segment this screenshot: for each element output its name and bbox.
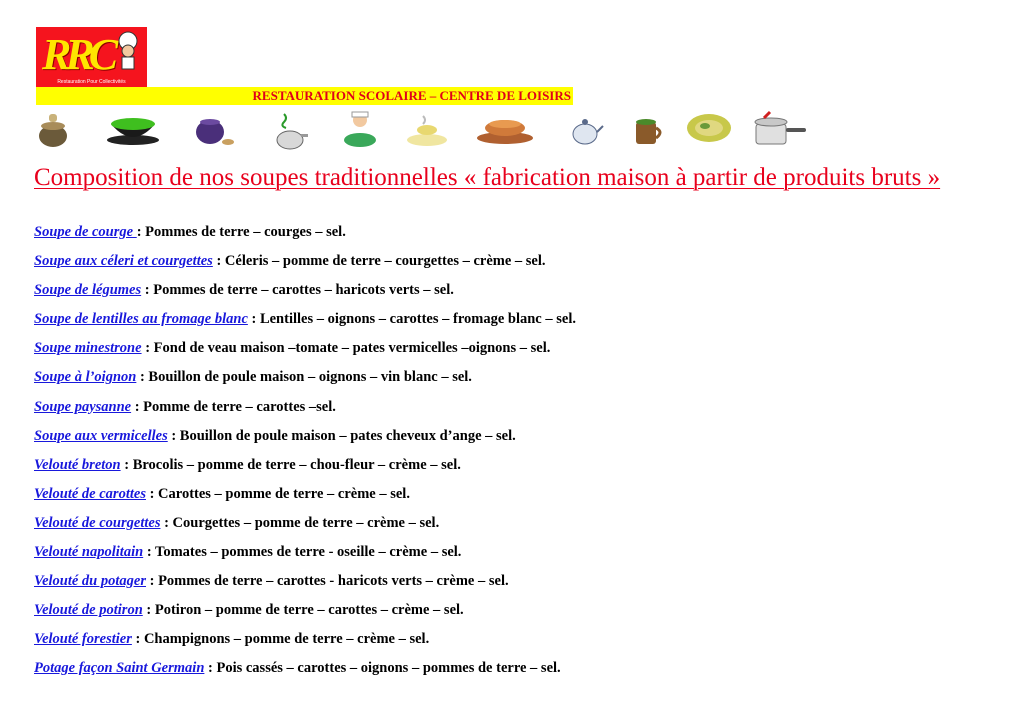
list-item bbox=[34, 657, 576, 686]
soup-ingredients: : Pois cassés – carottes – oignons – pommes de terre – sel. bbox=[204, 660, 561, 677]
soup-ingredients: : Bouillon de poule maison – pates cheveux d’ange – sel. bbox=[167, 427, 516, 444]
teapot-icon bbox=[568, 110, 604, 150]
list-item bbox=[34, 454, 576, 483]
soup-link[interactable]: Soupe aux céleri et courgettes bbox=[34, 253, 213, 270]
soup-ingredients: : Potiron – pomme de terre – carottes – crème – sel. bbox=[142, 602, 464, 619]
soup-link[interactable]: Velouté du potager bbox=[34, 573, 146, 590]
soup-link[interactable]: Velouté forestier bbox=[34, 631, 132, 648]
soup-link[interactable]: Soupe aux vermicelles bbox=[34, 427, 168, 444]
list-item bbox=[34, 425, 576, 454]
list-item bbox=[34, 483, 576, 512]
list-item bbox=[34, 366, 576, 395]
soup-ingredients: : Courgettes – pomme de terre – crème – sel. bbox=[160, 514, 440, 531]
list-item bbox=[34, 221, 576, 250]
logo-tagline: Restauration Pour Collectivités bbox=[57, 79, 126, 85]
soup-link[interactable]: Soupe à l’oignon bbox=[34, 369, 137, 386]
plate-icon bbox=[685, 110, 733, 146]
page-title: Composition de nos soupes traditionnelles « fabrication maison à partir de produits bruts » bbox=[34, 164, 941, 191]
soup-link[interactable]: Soupe paysanne bbox=[34, 398, 132, 415]
cooking-pot-icon bbox=[35, 110, 71, 150]
logo-letters: RRC bbox=[42, 30, 113, 79]
soup-ingredients: : Pommes de terre – carottes - haricots verts – crème – sel. bbox=[145, 573, 509, 590]
soup-ingredients: : Brocolis – pomme de terre – chou-fleur – crème – sel. bbox=[120, 456, 461, 473]
soup-ingredients: : Lentilles – oignons – carottes – fromage blanc – sel. bbox=[247, 311, 576, 328]
list-item bbox=[34, 396, 576, 425]
soup-link[interactable]: Velouté de courgettes bbox=[34, 514, 161, 531]
soup-ingredients: : Fond de veau maison –tomate – pates vermicelles –oignons – sel. bbox=[141, 340, 551, 357]
list-item bbox=[34, 512, 576, 541]
soup-ingredients: : Tomates – pommes de terre - oseille – crème – sel. bbox=[143, 544, 462, 561]
soup-link[interactable]: Soupe de légumes bbox=[34, 282, 142, 299]
soup-ingredients: : Carottes – pomme de terre – crème – sel. bbox=[145, 485, 410, 502]
list-item bbox=[34, 628, 576, 657]
mug-icon bbox=[630, 110, 666, 150]
soup-link[interactable]: Potage façon Saint Germain bbox=[34, 660, 205, 677]
list-item bbox=[34, 279, 576, 308]
soup-ingredients: : Champignons – pomme de terre – crème – sel. bbox=[131, 631, 430, 648]
list-item bbox=[34, 337, 576, 366]
list-item bbox=[34, 541, 576, 570]
soup-link[interactable]: Velouté de potiron bbox=[34, 602, 143, 619]
company-logo bbox=[36, 27, 147, 87]
soup-link[interactable]: Soupe minestrone bbox=[34, 340, 142, 357]
tureen-icon bbox=[475, 110, 535, 148]
chef-mascot-icon bbox=[113, 31, 143, 73]
soup-link[interactable]: Soupe de lentilles au fromage blanc bbox=[34, 311, 248, 328]
list-item bbox=[34, 308, 576, 337]
soup-ingredients: : Pomme de terre – carottes –sel. bbox=[131, 398, 336, 415]
soup-ingredients: : Pommes de terre – courges – sel. bbox=[136, 224, 346, 240]
list-item bbox=[34, 250, 576, 279]
decorative-icon-row bbox=[30, 110, 810, 158]
soup-bowl-icon bbox=[105, 110, 161, 146]
soup-link[interactable]: Velouté de carottes bbox=[34, 485, 146, 502]
soup-link[interactable]: Soupe de courge bbox=[34, 224, 137, 240]
soup-ingredients: : Céleris – pomme de terre – courgettes – crème – sel. bbox=[212, 253, 546, 270]
soup-ingredients: : Bouillon de poule maison – oignons – vin blanc – sel. bbox=[136, 369, 472, 386]
list-item bbox=[34, 570, 576, 599]
soup-list bbox=[34, 221, 576, 687]
soup-ingredients: : Pommes de terre – carottes – haricots verts – sel. bbox=[141, 282, 454, 299]
soup-plate-icon bbox=[405, 110, 449, 150]
soup-link[interactable]: Velouté breton bbox=[34, 456, 121, 473]
section-banner: RESTAURATION SCOLAIRE – CENTRE DE LOISIRS bbox=[36, 87, 573, 105]
soup-link[interactable]: Velouté napolitain bbox=[34, 544, 144, 561]
steaming-teapot-icon bbox=[270, 110, 310, 152]
saucepan-icon bbox=[750, 110, 808, 150]
list-item bbox=[34, 599, 576, 628]
chef-bowl-icon bbox=[340, 110, 380, 152]
casserole-icon bbox=[190, 110, 234, 148]
